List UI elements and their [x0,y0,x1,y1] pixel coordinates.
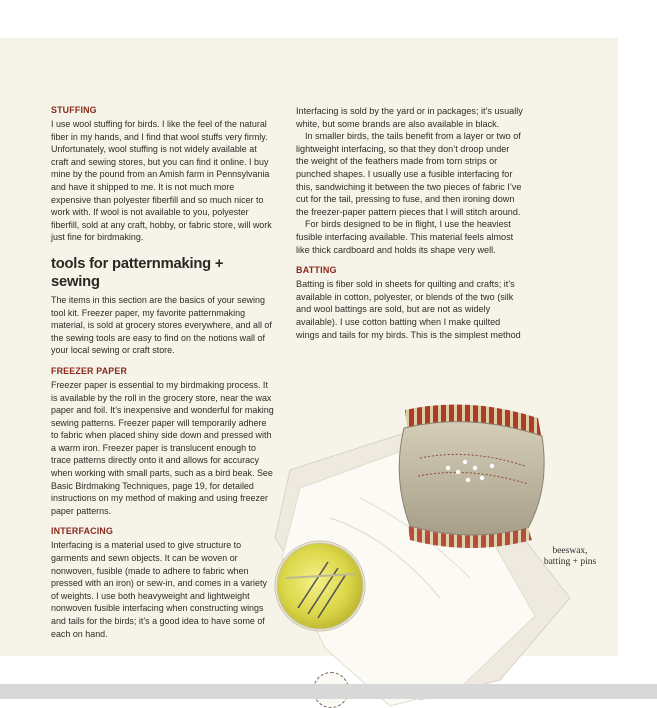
viewer-bottom-bar [0,684,657,699]
interfacing-paragraph: Interfacing is a material used to give structure to garments and sewn objects. It can be woven or nonwoven, fusible (made to adhere to fabric when pressed with an iron) or sew-in, and comes in a variety of weights. I use both heavyweight and lightweight nonwoven fusible interfacing when constructing wings and tails for the birds; it’s a good idea to have some of each on hand. [51,540,267,639]
stuffing-heading: STUFFING [51,105,97,115]
interfacing-heading: INTERFACING [51,526,114,537]
left-column [51,104,275,640]
tools-section-title: tools for patternmaking + sewing [51,254,224,290]
photo-caption: beeswax, batting + pins [543,546,597,567]
freezer-paper-paragraph: Freezer paper is essential to my birdmaking process. It is available by the roll in the grocery store, near the wax paper and foil. It’s inexpensive and wonderful for making sewing patterns. Freezer paper will temporarily adhere to fabric when placed shiny side down and pressed with a warm iron. Freezer paper is translucent enough to trace patterns directly onto it and allows for accuracy when working with small parts, such as a bird beak. See Basic Birdmaking Techniques, page 19, for detailed instructions on my method of making and using freezer paper patterns. [51,379,274,516]
tools-paragraph: The items in this section are the basics of your sewing tool kit. Freezer paper, my favorite patternmaking material, is sold at grocery stores everywhere, and all of the sewing tools are easy to find on the notions wall of your local sewing or craft store. [51,294,272,356]
stuffing-paragraph: I use wool stuffing for birds. I like the feel of the natural fiber in my hands, and I find that wool stuffs very firmly. Unfortunately, wool stuffing is not widely available at craft and sewing stores, but you can find it online. I buy mine by the pound from an Amish farm in Pennsylvania and have it shipped to me. It is not much more expensive than polyester fiberfill and so much nicer to work with. If wool is not available to you, polyester fiberfill, sold at any craft, hobby, or fabric store, will work just fine for birdmaking. [51,119,272,243]
freezer-paper-heading: FREEZER PAPER [51,365,128,376]
book-page [0,38,618,656]
right-paragraph-3: For birds designed to be in flight, I use the heaviest fusible interfacing available. This material feels almost like thick cardboard and holds its shape very well. [296,219,514,255]
batting-paragraph: Batting is fiber sold in sheets for quilting and crafts; it’s available in cotton, polyester, or blends of the two (silk and wool battings are sold, but are not as widely available). I use cotton batting when I make quilted wings and tails for my birds. This is the simplest method [296,279,521,340]
batting-heading: BATTING [296,265,337,276]
beeswax-disc [276,542,364,630]
right-column [296,105,524,341]
right-paragraph-2: In smaller birds, the tails benefit from a layer or two of lightweight interfacing, so that they don’t droop under the weight of the feathers made from torn strips or punched shapes. I usually use a fusible interfacing for this, sandwiching it between the two pieces of fabric I’ve cut for the tail, pressing to fuse, and then ironing down the freezer-paper pattern pieces that I will stitch around. [296,131,522,217]
pincushion [399,405,544,548]
right-paragraph-1: Interfacing is sold by the yard or in packages; it’s usually white, but some brands are also available in black. [296,106,523,129]
